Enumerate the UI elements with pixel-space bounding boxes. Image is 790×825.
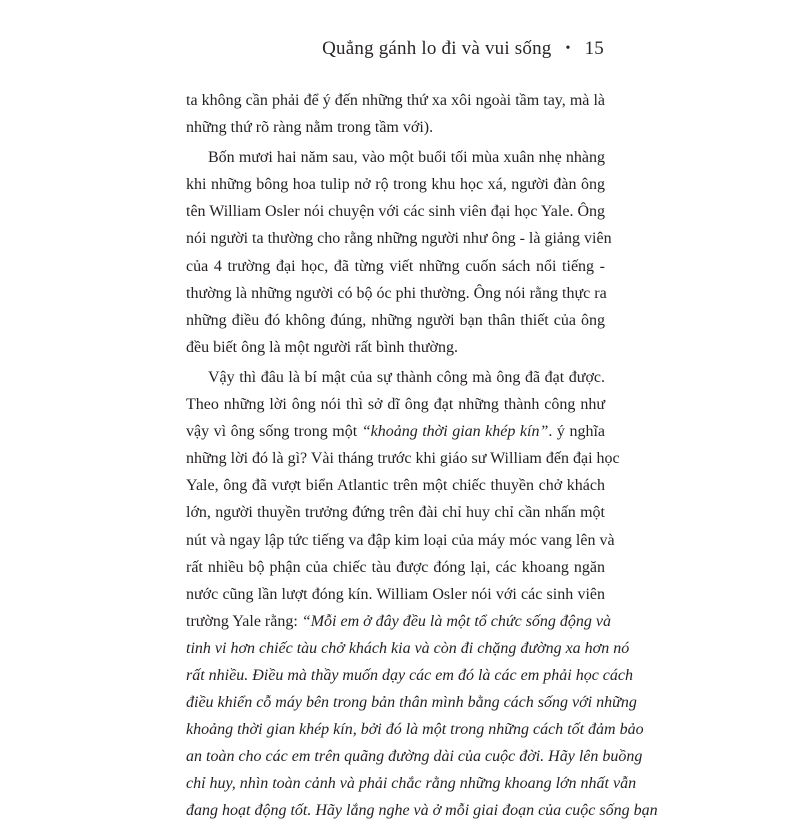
text-line: nói người ta thường cho rằng những người như ông - là giảng viên [186,230,612,248]
text-line: lớn, người thuyền trưởng đứng trên đài chỉ huy chỉ cần nhấn một [186,504,605,522]
text-segment: vậy vì ông sống trong một [186,423,358,441]
text-line: tên William Osler nói chuyện với các sinh viên đại học Yale. Ông [186,203,605,221]
page-number: 15 [584,38,604,59]
text-line: những thứ rõ ràng nằm trong tầm với). [186,119,434,137]
paragraph-2 [186,144,612,361]
text-line: nút và ngay lập tức tiếng va đập kim loại của máy móc vang lên và [186,531,615,549]
italic-line: an toàn cho các em trên quãng đường dài của cuộc đời. Hãy lên buồng [186,748,643,766]
text-line: ta không cần phải để ý đến những thứ xa xôi ngoài tầm tay, mà là [186,92,605,109]
text-line: rất nhiều bộ phận của chiếc tàu được đóng lại, các khoang ngăn [186,558,605,576]
italic-line: chỉ huy, nhìn toàn cảnh và phải chắc rằng những khoang lớn nhất vẫn [186,775,637,793]
italic-quote: “khoảng thời gian khép kín” [361,423,549,441]
body-text [186,87,658,825]
text-line: của 4 trường đại học, đã từng viết những cuốn sách nổi tiếng - [186,257,605,275]
text-line: khi những bông hoa tulip nở rộ trong khu học xá, người đàn ông [186,176,605,194]
text-line: Theo những lời ông nói thì sở dĩ ông đạt những thành công như [186,396,605,414]
text-line: những lời đó là gì? Vài tháng trước khi giáo sư William đến đại học [186,450,620,468]
italic-quote: “Mỗi em ở đây đều là một tổ chức sống động và [301,612,612,630]
text-line: nước cũng lần lượt đóng kín. William Osler nói với các sinh viên [186,585,605,603]
text-segment: . ý nghĩa [548,423,606,441]
text-line: những điều đó không đúng, những người bạn thân thiết của ông [186,311,605,329]
text-line: Vậy thì đâu là bí mật của sự thành công mà ông đã đạt được. [208,368,605,386]
paragraph-3 [186,364,658,825]
text-line-mixed [186,418,605,445]
paragraph-1 [186,87,605,141]
book-title: Quẳng gánh lo đi và vui sống [322,38,552,59]
italic-line: rất nhiều. Điều mà thầy muốn dạy các em đó là các em phải học cách [186,666,633,684]
text-line: Bốn mươi hai năm sau, vào một buổi tối mùa xuân nhẹ nhàng [208,149,605,167]
text-line-mixed [186,608,612,635]
text-line: đều biết ông là một người rất bình thường. [186,338,459,356]
text-segment: trường Yale rằng: [186,612,298,630]
running-header [322,38,604,60]
italic-line: đang hoạt động tốt. Hãy lắng nghe và ở mỗi giai đoạn của cuộc sống bạn [186,802,658,820]
italic-line: tinh vi hơn chiếc tàu chở khách kia và còn đi chặng đường xa hơn nó [186,639,630,657]
italic-line: điều khiển cỗ máy bên trong bản thân mình bằng cách sống với những [186,694,637,712]
text-line: Yale, ông đã vượt biển Atlantic trên một chiếc thuyền chở khách [186,477,605,495]
text-line: thường là những người có bộ óc phi thường. Ông nói rằng thực ra [186,284,607,302]
header-bullet: • [565,41,571,56]
italic-line: khoảng thời gian khép kín, bởi đó là một trong những cách tốt đảm bảo [186,721,644,739]
